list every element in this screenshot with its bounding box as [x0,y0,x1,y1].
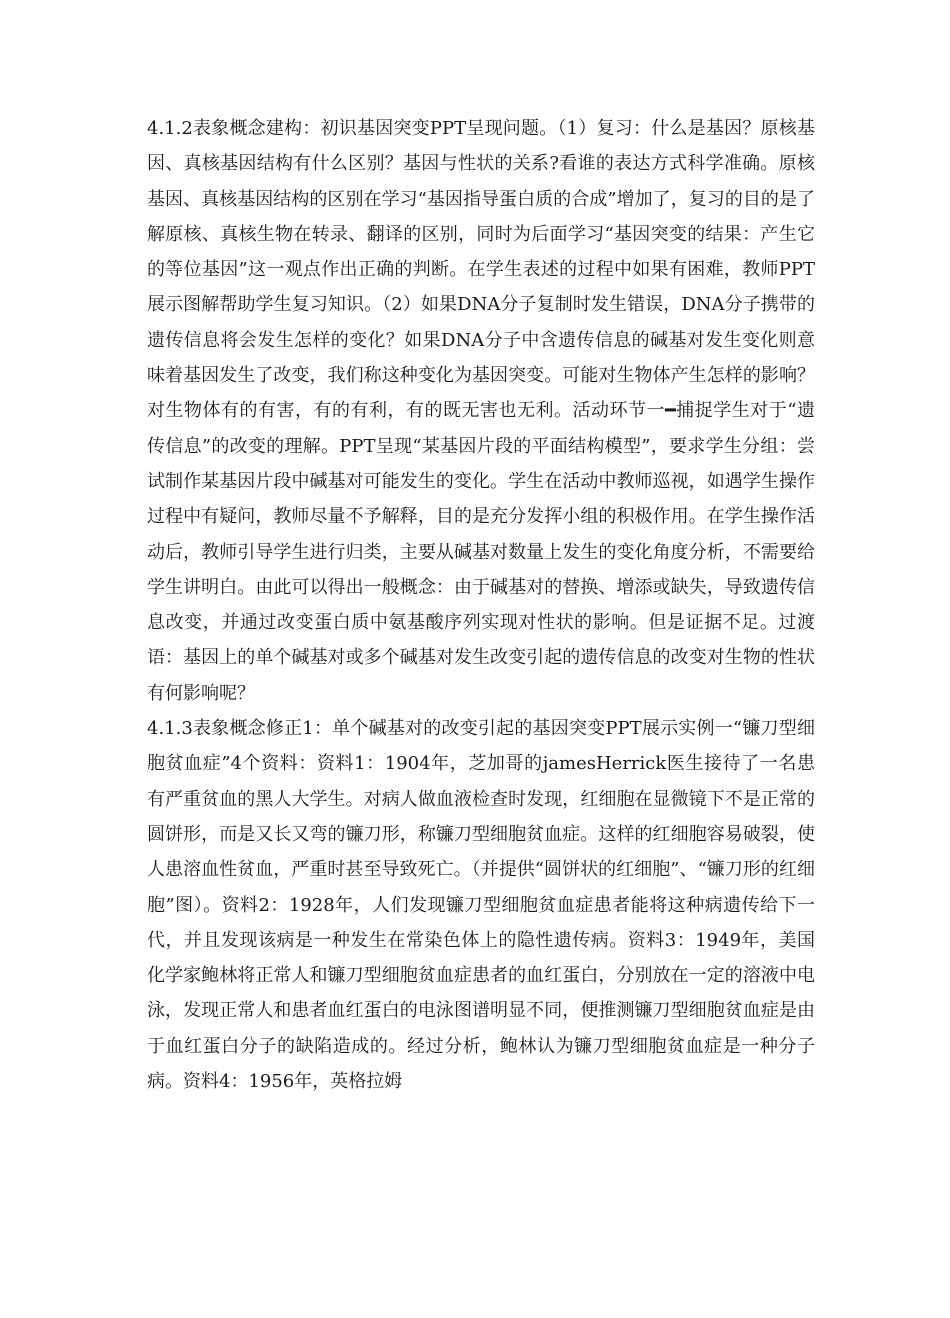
paragraph-4-1-2: 4.1.2表象概念建构：初识基因突变PPT呈现问题。（1）复习：什么是基因？原核基因、真核基因结构有什么区别？基因与性状的关系?看谁的表达方式科学准确。原核基因、真核基因结构的区别在学习“基因指导蛋白质的合成”增加了，复习的目的是了解原核、真核生物在转录、翻译的区别，同时为后面学习“基因突变的结果：产生它的等位基因”这一观点作出正确的判断。在学生表述的过程中如果有困难，教师PPT展示图解帮助学生复习知识。（2）如果DNA分子复制时发生错误，DNA分子携带的遗传信息将会发生怎样的变化？如果DNA分子中含遗传信息的碱基对发生变化则意味着基因发生了改变，我们称这种变化为基因突变。可能对生物体产生怎样的影响？对生物体有的有害，有的有利，有的既无害也无利。活动环节一━捕捉学生对于“遗传信息”的改变的理解。PPT呈现“某基因片段的平面结构模型”，要求学生分组：尝试制作某基因片段中碱基对可能发生的变化。学生在活动中教师巡视，如遇学生操作过程中有疑问，教师尽量不予解释，目的是充分发挥小组的积极作用。在学生操作活动后，教师引导学生进行归类，主要从碱基对数量上发生的变化角度分析，不需要给学生讲明白。由此可以得出一般概念：由于碱基对的替换、增添或缺失，导致遗传信息改变，并通过改变蛋白质中氨基酸序列实现对性状的影响。但是证据不足。过渡语：基因上的单个碱基对或多个碱基对发生改变引起的遗传信息的改变对生物的性状有何影响呢？ [147,118,815,704]
document-body [147,111,815,1099]
paragraph-4-1-3: 4.1.3表象概念修正1：单个碱基对的改变引起的基因突变PPT展示实例一“镰刀型细胞贫血症”4个资料：资料1：1904年，芝加哥的jamesHerrick医生接待了一名患有严重贫血的黑人大学生。对病人做血液检查时发现，红细胞在显微镜下不是正常的圆饼形，而是又长又弯的镰刀形，称镰刀型细胞贫血症。这样的红细胞容易破裂，使人患溶血性贫血，严重时甚至导致死亡。（并提供“圆饼状的红细胞”、“镰刀形的红细胞”图）。资料2：1928年，人们发现镰刀型细胞贫血症患者能将这种病遗传给下一代，并且发现该病是一种发生在常染色体上的隐性遗传病。资料3：1949年，美国化学家鲍林将正常人和镰刀型细胞贫血症患者的血红蛋白，分别放在一定的溶液中电泳，发现正常人和患者血红蛋白的电泳图谱明显不同，便推测镰刀型细胞贫血症是由于血红蛋白分子的缺陷造成的。经过分析，鲍林认为镰刀型细胞贫血症是一种分子病。资料4：1956年，英格拉姆 [147,718,815,1093]
